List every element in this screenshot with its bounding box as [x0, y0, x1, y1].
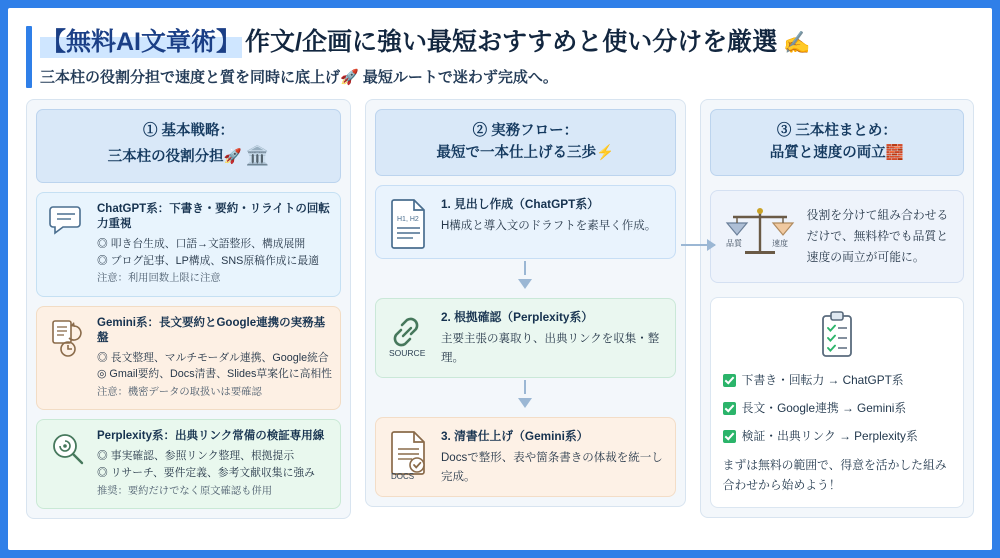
- column-strategy: [26, 99, 351, 519]
- header: [26, 22, 974, 87]
- card-gemini-note: 注意：機密データの取扱いは要確認: [97, 387, 262, 399]
- column-strategy-header-line1: ① 基本戦略：: [142, 123, 235, 139]
- card-checklist: [710, 297, 964, 508]
- svg-text:SOURCE: SOURCE: [389, 347, 426, 358]
- step-2-text: 主要主張の裏取り、出典リンクを収集・整理。: [441, 332, 660, 364]
- check-icon: [723, 430, 736, 443]
- step-1-headings: [375, 185, 676, 259]
- document-refresh-icon: [47, 316, 89, 358]
- column-workflow-header-line2: 最短で一本仕上げる三歩⚡: [436, 145, 615, 162]
- closing-text: まずは無料の範囲で、得意を活かした組み合わせから始めよう！: [722, 457, 947, 492]
- speech-bubble-icon: [47, 202, 89, 238]
- clipboard-check-icon: [723, 310, 951, 362]
- svg-text:DOCS: DOCS: [391, 471, 415, 481]
- docs-check-icon: [386, 427, 432, 481]
- columns-container: [26, 99, 974, 519]
- card-perplexity-title: Perplexity系：出典リンク常備の検証専用線: [97, 430, 325, 443]
- column-strategy-header-line2: 三本柱の役割分担🚀: [107, 148, 242, 165]
- step-1-text: H構成と導入文のドラフトを素早く作成。: [441, 219, 657, 232]
- flow-arrow-1: [375, 261, 676, 289]
- card-perplexity-line-2: ◎ リサーチ、要件定義、参考文献収集に強み: [97, 467, 315, 480]
- column-workflow-header: [375, 109, 676, 176]
- flow-arrow-2-head: [518, 398, 532, 408]
- flow-arrow-2: [375, 380, 676, 408]
- step-3-title: 3. 清書仕上げ（Gemini系）: [441, 428, 589, 443]
- step-3-text: Docsで整形、表や箇条書きの体裁を統一し完成。: [441, 451, 663, 483]
- flow-arrow-1-stem: [524, 261, 526, 275]
- flow-arrow-1-head: [518, 279, 532, 289]
- card-balance: [710, 190, 964, 283]
- infographic-canvas: [8, 8, 992, 550]
- svg-text:H1, H2: H1, H2: [397, 215, 419, 223]
- step-1-title: 1. 見出し作成（ChatGPT系）: [441, 196, 599, 211]
- card-perplexity-note: 推奨：要約だけでなく原文確認も併用: [97, 485, 273, 497]
- card-chatgpt-title: ChatGPT系：下書き・要約・リライトの回転力重視: [97, 202, 330, 230]
- flow-arrow-2-stem: [524, 380, 526, 394]
- flow-to-summary-arrow: [681, 244, 715, 246]
- column-workflow-header-line1: ② 実務フロー：: [472, 123, 579, 139]
- card-chatgpt: [36, 192, 341, 297]
- column-summary: [700, 99, 974, 518]
- card-gemini-line-1: ◎ 長文整理、マルチモーダル連携、Google統合: [97, 351, 329, 364]
- subtitle: 三本柱の役割分担で速度と質を同時に底上げ🚀 最短ルートで迷わず完成へ。: [40, 69, 558, 86]
- checklist-item-1-label: 下書き・回転力 → ChatGPT系: [741, 372, 904, 387]
- card-perplexity: [36, 419, 341, 509]
- svg-text:速度: 速度: [771, 238, 788, 248]
- checklist-item-1: [723, 371, 951, 390]
- checklist-item-3-label: 検証・出典リンク → Perplexity系: [741, 428, 918, 443]
- page-title: [40, 22, 974, 58]
- card-gemini: [36, 306, 341, 411]
- magnifier-icon: [47, 429, 89, 467]
- title-main: 作文/企画に強い最短おすすめと使い分けを厳選: [245, 28, 778, 56]
- checklist-item-2-label: 長文・Google連携 → Gemini系: [741, 400, 907, 415]
- balance-text: 役割を分けて組み合わせるだけで、無料枠でも品質と速度の両立が可能に。: [806, 208, 949, 264]
- card-chatgpt-line-1: ◎ 叩き台生成、口語→文語整形、構成展開: [97, 237, 306, 250]
- step-2-title: 2. 根拠確認（Perplexity系）: [441, 309, 594, 324]
- column-summary-header-line2: 品質と速度の両立🧱: [769, 145, 904, 162]
- balance-scale-icon: [723, 203, 797, 270]
- step-3-finalize: [375, 417, 676, 497]
- link-source-icon: [386, 308, 432, 358]
- column-summary-header-line1: ③ 三本柱まとめ：: [776, 123, 897, 139]
- h1h2-doc-icon: [386, 195, 432, 249]
- classical-building-icon: 🏛️: [245, 146, 270, 168]
- card-chatgpt-line-2: ◎ ブログ記事、LP構成、SNS原稿作成に最適: [97, 254, 319, 267]
- pen-icon: ✍️: [783, 30, 811, 55]
- column-workflow: [365, 99, 686, 507]
- step-2-evidence: [375, 298, 676, 378]
- card-gemini-line-2: ◎ Gmail要約、Docs清書、Slides草案化に高相性: [97, 368, 332, 381]
- card-perplexity-line-1: ◎ 事実確認、参照リンク整理、根拠提示: [97, 450, 295, 463]
- svg-text:品質: 品質: [725, 238, 742, 248]
- checklist-item-3: [723, 427, 951, 446]
- check-icon: [723, 374, 736, 387]
- card-chatgpt-note: 注意：利用回数上限に注意: [97, 273, 221, 285]
- column-summary-header: [710, 109, 964, 176]
- check-icon: [723, 402, 736, 415]
- checklist-item-2: [723, 399, 951, 418]
- card-gemini-title: Gemini系：長文要約とGoogle連携の実務基盤: [97, 316, 326, 344]
- title-highlight: 【無料AI文章術】: [40, 22, 242, 58]
- column-strategy-header: [36, 109, 341, 183]
